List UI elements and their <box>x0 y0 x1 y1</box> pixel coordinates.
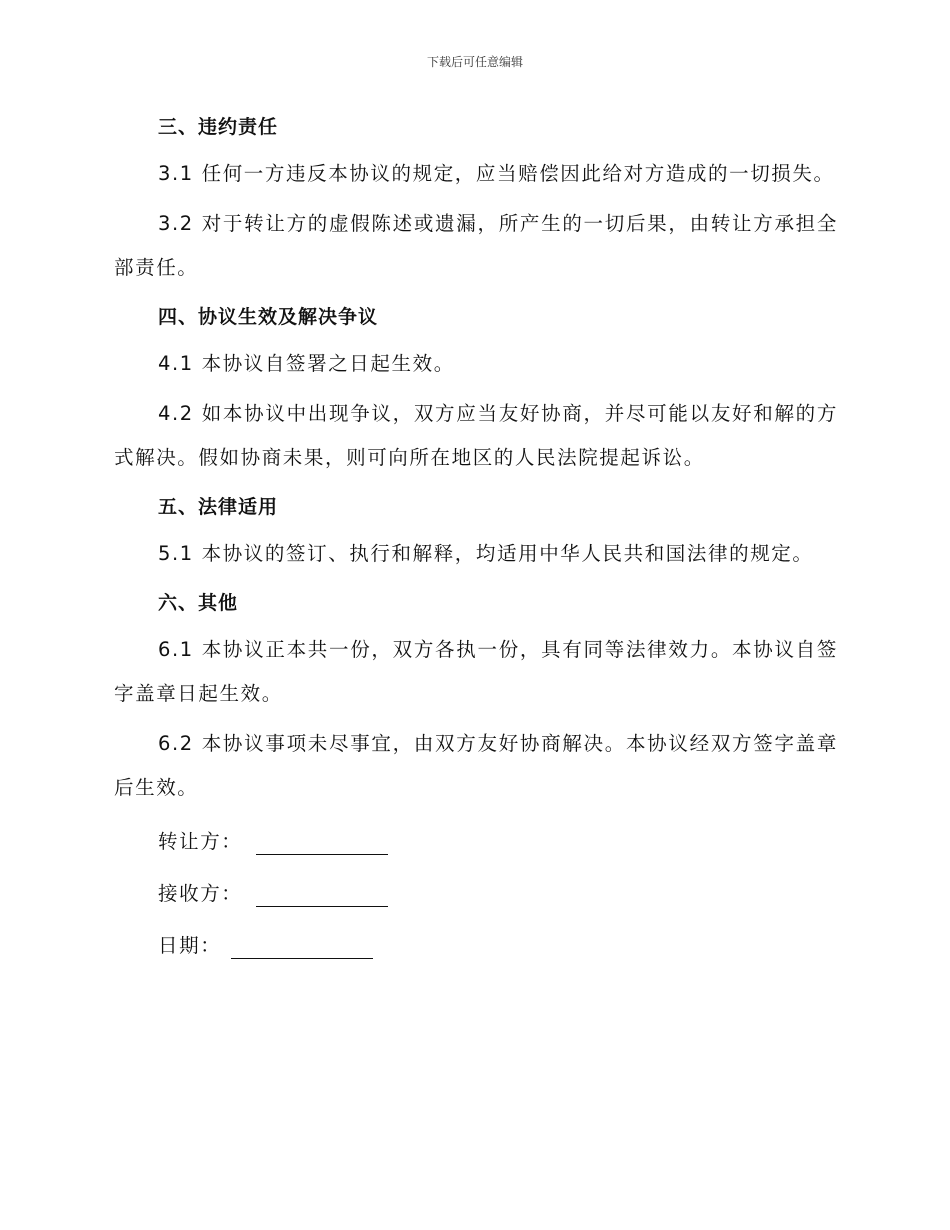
date-blank <box>231 934 373 959</box>
section-6-1-paragraph: 6.1 本协议正本共一份，双方各执一份，具有同等法律效力。本协议自签字盖章日起生效。 <box>114 638 838 705</box>
date-label: 日期： <box>158 934 222 957</box>
receiver-signature-line <box>114 868 838 920</box>
section-3-2-paragraph: 3.2 对于转让方的虚假陈述或遗漏，所产生的一切后果，由转让方承担全部责任。 <box>114 212 838 279</box>
section-4-1-paragraph: 4.1 本协议自签署之日起生效。 <box>158 352 455 375</box>
transferor-signature-line <box>114 816 838 868</box>
section-4-heading: 四、协议生效及解决争议 <box>158 306 379 328</box>
receiver-signature-blank <box>256 882 388 907</box>
section-6-heading: 六、其他 <box>158 592 239 614</box>
page-header: 下载后可任意编辑 <box>426 55 523 69</box>
date-line <box>114 920 838 972</box>
section-4-2-paragraph: 4.2 如本协议中出现争议，双方应当友好协商，并尽可能以友好和解的方式解决。假如协商未果，则可向所在地区的人民法院提起诉讼。 <box>114 402 838 469</box>
section-5-heading: 五、法律适用 <box>158 496 279 518</box>
document-body <box>114 108 838 972</box>
section-5-1-paragraph: 5.1 本协议的签订、执行和解释，均适用中华人民共和国法律的规定。 <box>158 542 814 565</box>
transferor-label: 转让方： <box>158 830 243 853</box>
section-3-1-paragraph: 3.1 任何一方违反本协议的规定，应当赔偿因此给对方造成的一切损失。 <box>158 162 835 185</box>
section-3-heading: 三、违约责任 <box>158 116 279 138</box>
receiver-label: 接收方： <box>158 882 243 905</box>
transferor-signature-blank <box>256 830 388 855</box>
section-6-2-paragraph: 6.2 本协议事项未尽事宜，由双方友好协商解决。本协议经双方签字盖章后生效。 <box>114 732 838 799</box>
